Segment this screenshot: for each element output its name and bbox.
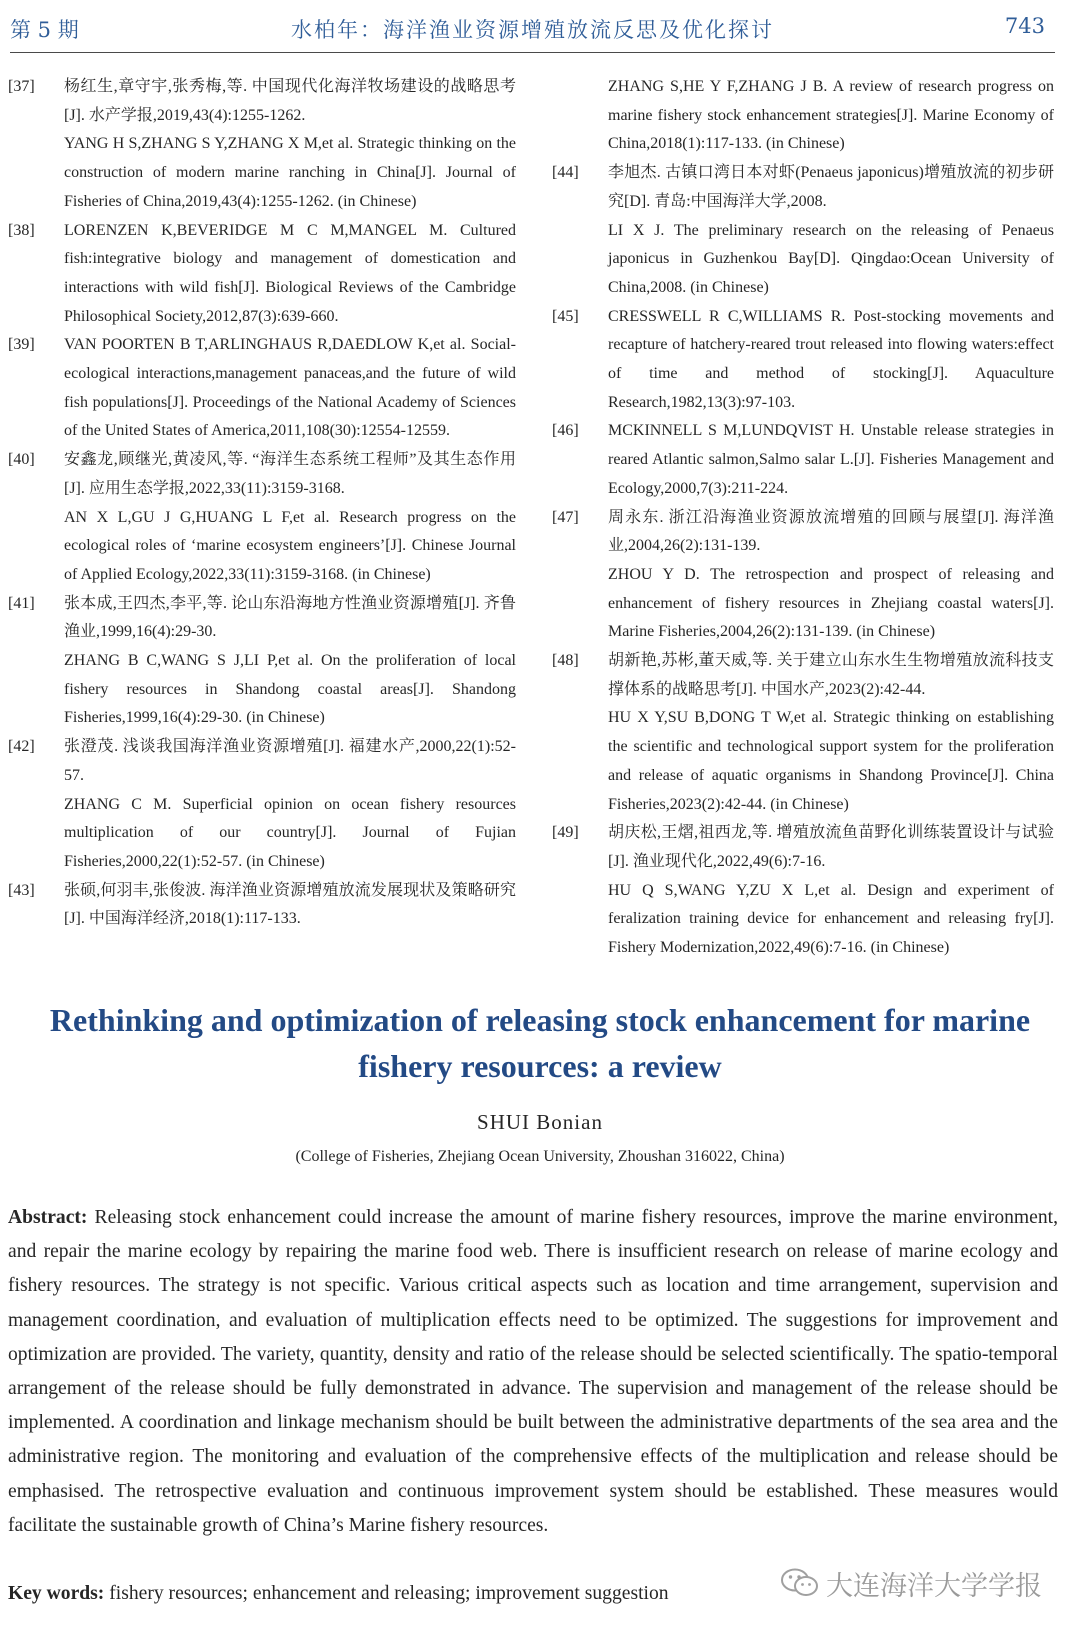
references-right-column: [552, 73, 1054, 963]
reference-text: 周永东. 浙江沿海渔业资源放流增殖的回顾与展望[J]. 海洋渔业,2004,26(2):131-139.: [608, 508, 1054, 555]
reference-entry: [552, 504, 1054, 648]
header-rule: [10, 52, 1055, 53]
reference-number: [37]: [8, 78, 35, 95]
reference-text: 胡新艳,苏彬,董天威,等. 关于建立山东水生生物增殖放流科技支撑体系的战略思考[J]. 中国水产,2023(2):42-44.: [608, 652, 1054, 698]
reference-number: [42]: [8, 738, 35, 756]
watermark: [780, 1563, 1042, 1603]
reference-text: 张澄茂. 浅谈我国海洋渔业资源增殖[J]. 福建水产,2000,22(1):52-57.: [64, 738, 516, 784]
reference-entry: [552, 819, 1054, 963]
reference-text: ZHANG S,HE Y F,ZHANG J B. A review of research progress on marine fishery stock enhancement strategies[J]. Marine Economy of China,2018(1):117-133. (in Chinese): [608, 78, 1054, 153]
reference-number: [46]: [552, 422, 579, 440]
reference-translation: AN X L,GU J G,HUANG L F,et al. Research progress on the ecological roles of ‘marine ecosystem engineers’[J]. Chinese Journal of Applied Ecology,2022,33(11):3159-3168. (in Chinese): [64, 508, 516, 583]
reference-number: [43]: [8, 881, 35, 899]
reference-translation: ZHANG B C,WANG S J,LI P,et al. On the proliferation of local fishery resources in Shandong coastal areas[J]. Shandong Fisheries,1999,16(4):29-30. (in Chinese): [64, 652, 516, 727]
reference-text: 杨红生,章守宇,张秀梅,等. 中国现代化海洋牧场建设的战略思考[J]. 水产学报,2019,43(4):1255-1262.: [64, 78, 516, 124]
author-name: SHUI Bonian: [477, 1110, 603, 1134]
reference-text: 李旭杰. 古镇口湾日本对虾(Penaeus japonicus)增殖放流的初步研究[D]. 青岛:中国海洋大学,2008.: [608, 164, 1054, 210]
reference-number: [48]: [552, 652, 579, 670]
reference-entry: [552, 303, 1054, 418]
issue-label: 第 5 期: [10, 18, 79, 42]
reference-number: [40]: [8, 451, 35, 469]
running-header: [10, 14, 1055, 46]
reference-number: [47]: [552, 508, 579, 526]
reference-entry: [552, 159, 1054, 303]
wechat-icon: [780, 1566, 820, 1600]
reference-text: 胡庆松,王熠,祖西龙,等. 增殖放流鱼苗野化训练装置设计与试验[J]. 渔业现代化,2022,49(6):7-16.: [608, 824, 1054, 870]
references-left-column: [8, 73, 516, 934]
keywords-text: fishery resources; enhancement and releasing; improvement suggestion: [109, 1583, 669, 1604]
reference-number: [39]: [8, 336, 35, 354]
reference-text: LORENZEN K,BEVERIDGE M C M,MANGEL M. Cultured fish:integrative biology and management of domestication and interactions with wild fish[J]. Biological Reviews of the Cambridge Philosophical Society,2012,87(3):639-660.: [64, 221, 516, 325]
reference-text: 张硕,何羽丰,张俊波. 海洋渔业资源增殖放流发展现状及策略研究[J]. 中国海洋经济,2018(1):117-133.: [64, 881, 516, 928]
reference-text: VAN POORTEN B T,ARLINGHAUS R,DAEDLOW K,et al. Social-ecological interactions,management panaceas,and the future of wild fish populations[J]. Proceedings of the National Academy of Sciences of the United States of America,2011,108(30):12554-12559.: [64, 336, 516, 440]
watermark-text: 大连海洋大学学报: [826, 1570, 1042, 1602]
article-title: Rethinking and optimization of releasing stock enhancement for marine fishery resources: a review: [49, 1002, 1031, 1084]
reference-entry: [8, 331, 516, 446]
abstract-label: Abstract:: [8, 1207, 88, 1228]
reference-text: CRESSWELL R C,WILLIAMS R. Post-stocking movements and recapture of hatchery-reared trout released into flowing waters:effect of time and method of stocking[J]. Aquaculture Research,1982,13(3):97-103.: [608, 307, 1054, 411]
reference-text: 安鑫龙,顾继光,黄凌风,等. “海洋生态系统工程师”及其生态作用[J]. 应用生态学报,2022,33(11):3159-3168.: [64, 451, 516, 497]
reference-number: [38]: [8, 221, 35, 239]
reference-entry: [552, 647, 1054, 819]
author-affiliation: (College of Fisheries, Zhejiang Ocean University, Zhoushan 316022, China): [295, 1148, 785, 1165]
reference-entry: [552, 417, 1054, 503]
reference-translation: LI X J. The preliminary research on the releasing of Penaeus japonicus in Guzhenkou Bay[D]. Qingdao:Ocean University of China,2008. (in Chinese): [608, 221, 1054, 296]
reference-entry: [8, 733, 516, 877]
abstract-text: Releasing stock enhancement could increase the amount of marine fishery resources, improve the marine environment, and repair the marine ecology by repairing the marine food web. There is insufficient research on release of marine ecology and fishery resources. The strategy is not specific. Various critical aspects such as location and time arrangement, supervision and management coordination, and evaluation of multiplication effects need to be optimized. The suggestions for improvement and optimization are provided. The variety, quantity, density and ratio of the release should be selected scientifically. The spatio-temporal arrangement of the release should be fully demonstrated in advance. The supervision and management of the release should be implemented. A coordination and linkage mechanism should be built between the administrative departments of the sea area and the administrative region. The monitoring and evaluation of the comprehensive effects of the multiplication and release should be emphasised. The retrospective evaluation and continuous improvement system should be established. These measures would facilitate the sustainable growth of China’s Marine fishery resources.: [8, 1207, 1058, 1536]
reference-translation: ZHANG C M. Superficial opinion on ocean fishery resources multiplication of our country[J]. Journal of Fujian Fisheries,2000,22(1):52-57. (in Chinese): [64, 795, 516, 870]
reference-entry: [8, 446, 516, 590]
reference-translation: HU X Y,SU B,DONG T W,et al. Strategic thinking on establishing the scientific and technological support system for the proliferation and release of aquatic organisms in Shandong Province[J]. China Fisheries,2023(2):42-44. (in Chinese): [608, 709, 1054, 813]
abstract: [8, 1201, 1058, 1543]
running-title: 水柏年：海洋渔业资源增殖放流反思及优化探讨: [291, 18, 774, 42]
reference-entry: [8, 73, 516, 217]
reference-translation: ZHOU Y D. The retrospection and prospect of releasing and enhancement of fishery resources in Zhejiang coastal waters[J]. Marine Fisheries,2004,26(2):131-139. (in Chinese): [608, 565, 1054, 641]
reference-entry: [8, 877, 516, 934]
reference-entry: [8, 217, 516, 332]
reference-number: [49]: [552, 824, 579, 842]
keywords-label: Key words:: [8, 1583, 105, 1604]
reference-translation: YANG H S,ZHANG S Y,ZHANG X M,et al. Strategic thinking on the construction of modern marine ranching in China[J]. Journal of Fisheries of China,2019,43(4):1255-1262. (in Chinese): [64, 135, 516, 210]
page-number: 743: [1004, 14, 1045, 38]
reference-text: MCKINNELL S M,LUNDQVIST H. Unstable release strategies in reared Atlantic salmon,Salmo salar L.[J]. Fisheries Management and Ecology,2000,7(3):211-224.: [608, 422, 1054, 497]
reference-translation: HU Q S,WANG Y,ZU X L,et al. Design and experiment of feralization training device for enhancement and releasing fry[J]. Fishery Modernization,2022,49(6):7-16. (in Chinese): [608, 881, 1054, 957]
reference-number: [45]: [552, 307, 579, 325]
reference-entry: [552, 73, 1054, 159]
reference-number: [41]: [8, 594, 35, 612]
reference-number: [44]: [552, 164, 579, 182]
reference-entry: [8, 590, 516, 734]
reference-text: 张本成,王四杰,李平,等. 论山东沿海地方性渔业资源增殖[J]. 齐鲁渔业,1999,16(4):29-30.: [64, 594, 516, 641]
